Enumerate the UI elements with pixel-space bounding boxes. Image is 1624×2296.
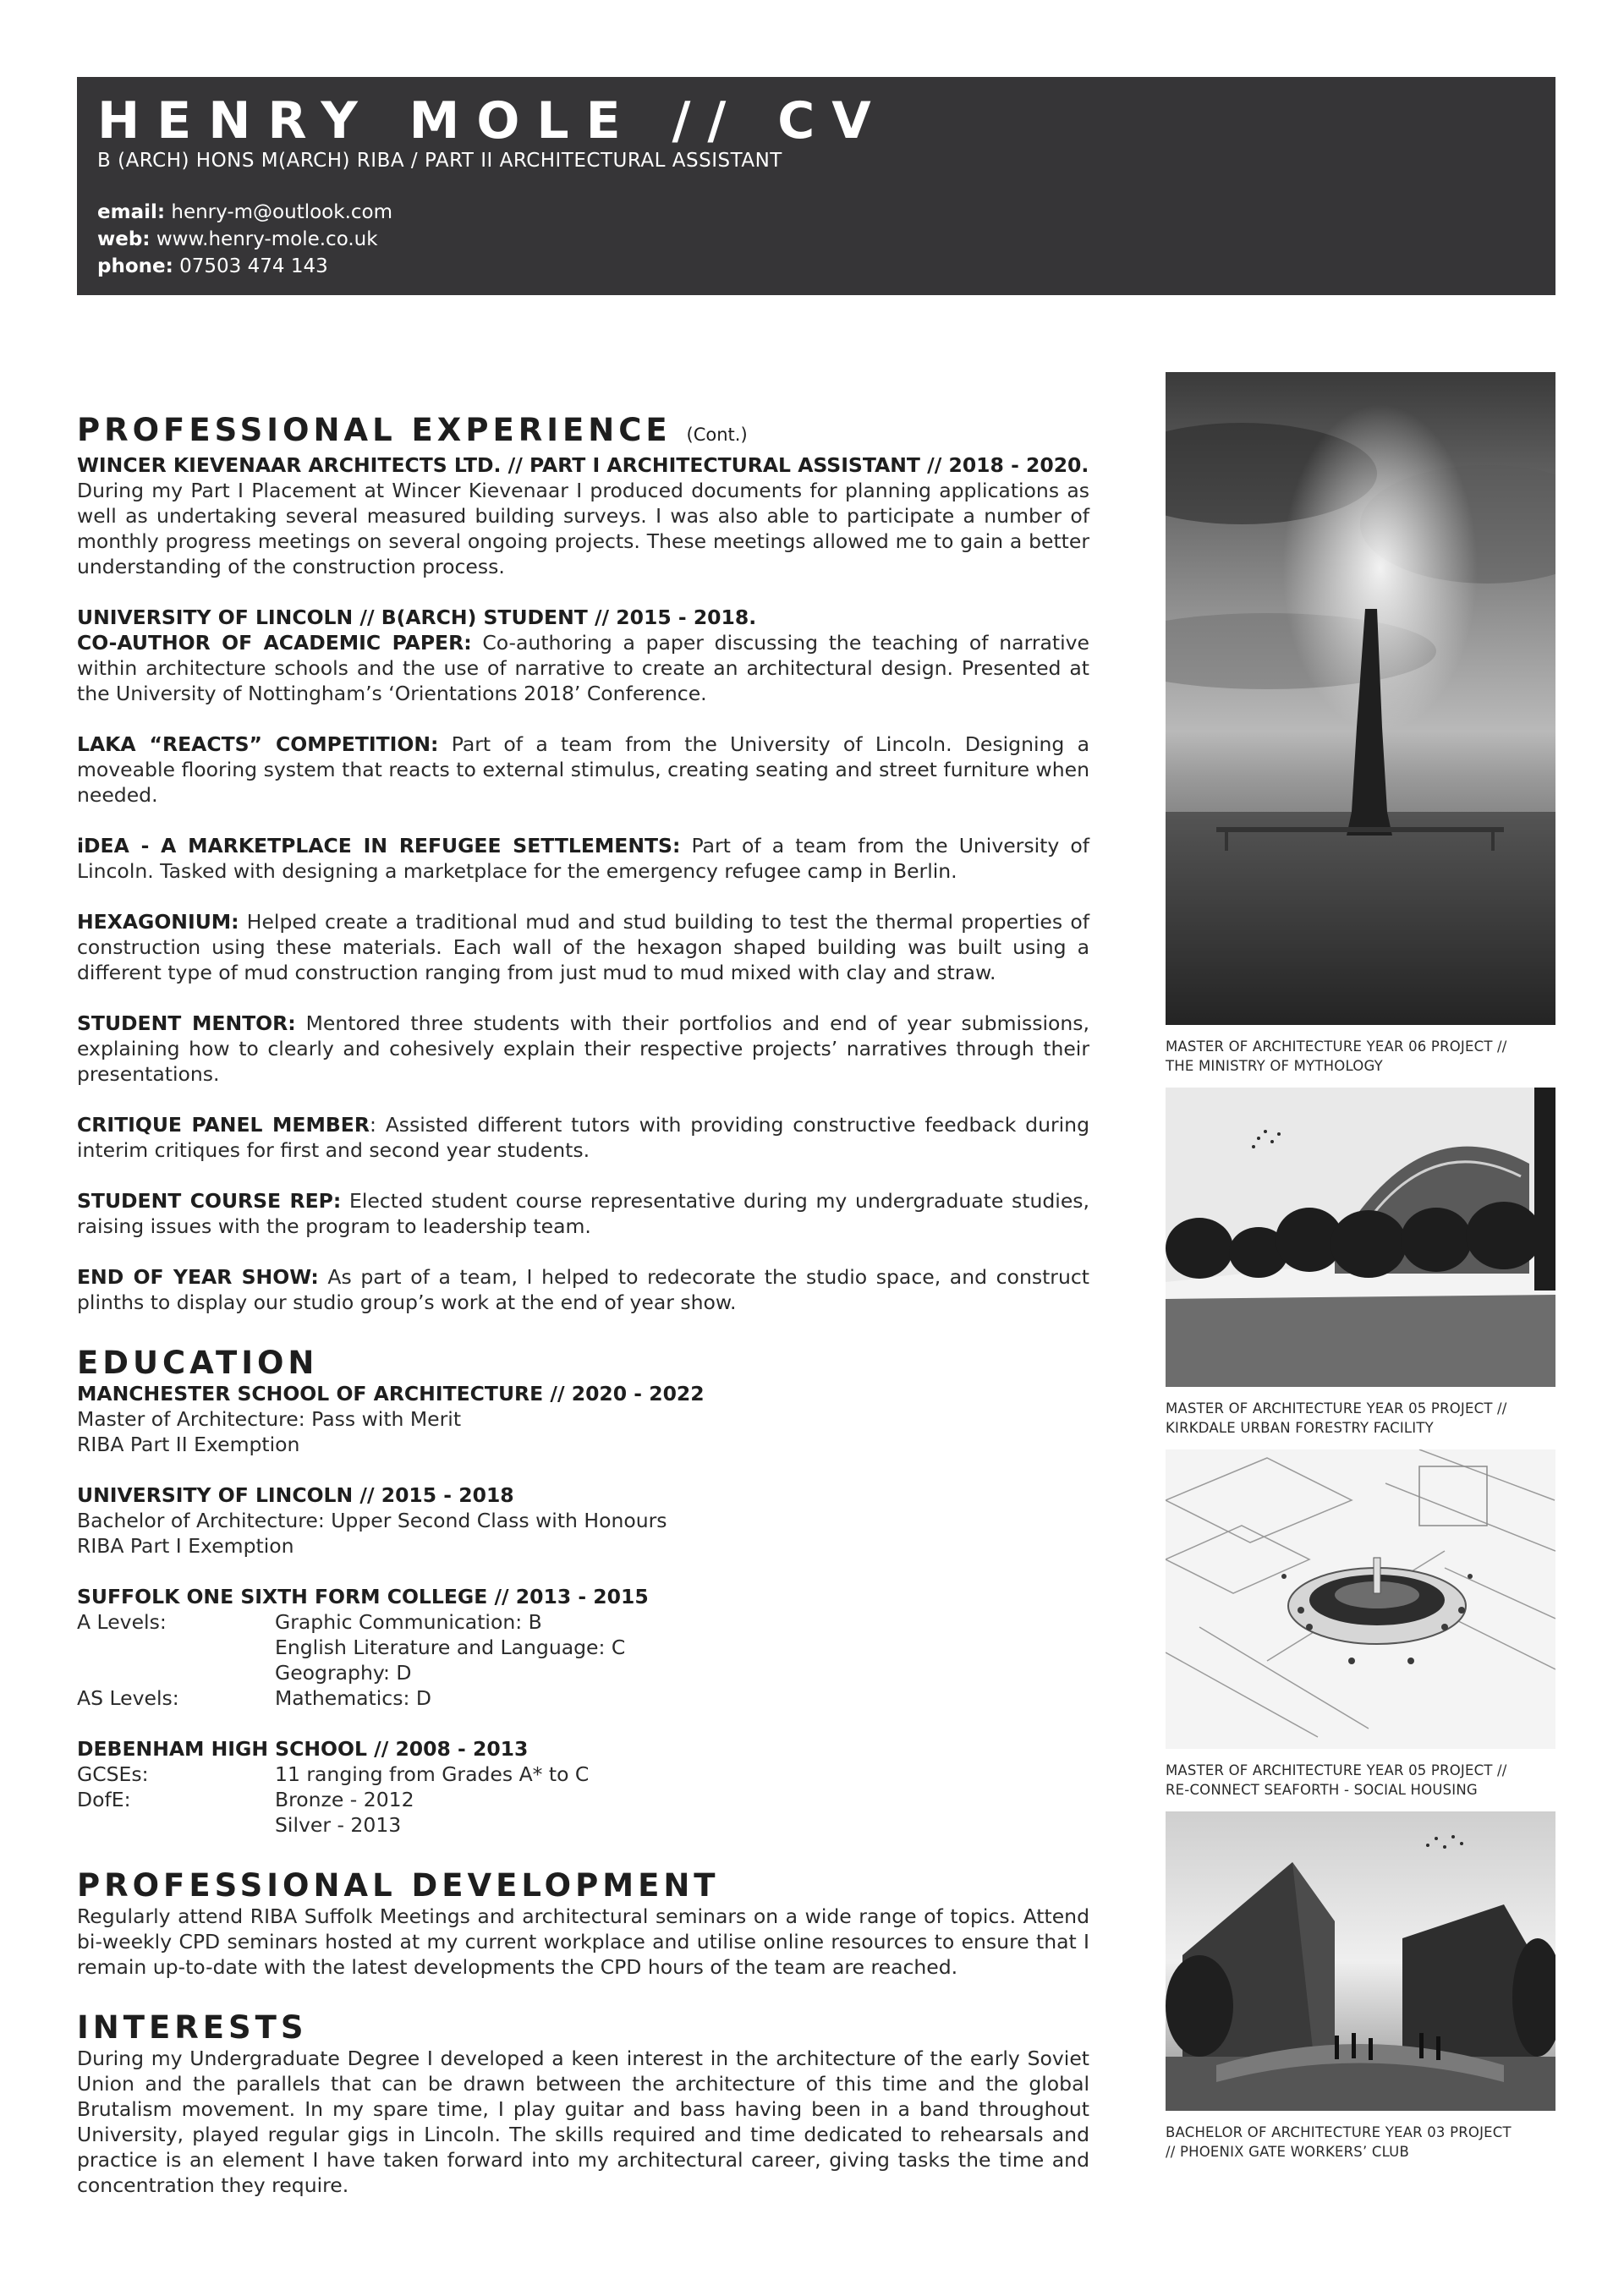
ministry-of-mythology-image <box>1166 372 1555 1025</box>
msa-line: Master of Architecture: Pass with Merit <box>77 1407 462 1431</box>
dofe-value: Bronze - 2012 <box>275 1788 414 1811</box>
figure-caption <box>1166 1761 1555 1800</box>
caption-line: BACHELOR OF ARCHITECTURE YEAR 03 PROJECT <box>1166 2124 1512 2140</box>
item-text: Elected student course representative during my undergraduate studies, raising issues with the program to leadership team. <box>77 1189 1090 1238</box>
experience-item <box>77 833 1089 884</box>
development-body: Regularly attend RIBA Suffolk Meetings and architectural seminars on a wide range of topics. Attend bi-weekly CPD seminars hosted at my current workplace and utilise online resources to ensure that I remain up-to-date with the latest developments the CPD hours of the team are reached. <box>77 1904 1089 1979</box>
experience-item <box>77 732 1089 808</box>
caption-line: MASTER OF ARCHITECTURE YEAR 05 PROJECT // <box>1166 1762 1507 1778</box>
caption-line: THE MINISTRY OF MYTHOLOGY <box>1166 1058 1383 1074</box>
item-label: STUDENT MENTOR: <box>77 1011 296 1035</box>
msa-line: RIBA Part II Exemption <box>77 1433 300 1456</box>
email-line <box>97 199 1535 226</box>
gcse-row <box>77 1762 1089 1787</box>
dofe-value: Silver - 2013 <box>275 1813 402 1837</box>
experience-item <box>77 1112 1089 1163</box>
caption-line: RE-CONNECT SEAFORTH - SOCIAL HOUSING <box>1166 1782 1478 1798</box>
msa-heading: MANCHESTER SCHOOL OF ARCHITECTURE // 2020 - 2022 <box>77 1382 705 1406</box>
main-column <box>77 413 1089 2198</box>
item-text: Part of a team from the University of Lincoln. Designing a moveable flooring system that reacts to external stimulus, creating seating and street furniture when needed. <box>77 732 1089 807</box>
item-label: CRITIQUE PANEL MEMBER <box>77 1113 370 1137</box>
web-line <box>97 226 1535 253</box>
kirkdale-forestry-image <box>1166 1088 1555 1387</box>
portfolio-sidebar <box>1166 372 1555 2162</box>
a-levels-label: A Levels: <box>77 1610 167 1634</box>
figure-caption <box>1166 2123 1555 2162</box>
experience-item <box>77 1264 1089 1315</box>
experience-title-text: PROFESSIONAL EXPERIENCE <box>77 412 672 448</box>
experience-item <box>77 1188 1089 1239</box>
item-text: Helped create a traditional mud and stud building to test the thermal properties of construction using these materials. Each wall of the hexagon shaped building was built using a different type of mud construction ranging from just mud to mud mixed with clay and straw. <box>77 910 1089 984</box>
item-label: END OF YEAR SHOW: <box>77 1265 319 1289</box>
item-text: Co-authoring a paper discussing the teaching of narrative within architecture schools and the use of narrative to create an architectural design. Presented at the University of Nottingham’s ‘Orientations 2018’ Conference. <box>77 631 1089 705</box>
web-link[interactable]: www.henry-mole.co.uk <box>156 228 378 250</box>
item-label: CO-AUTHOR OF ACADEMIC PAPER: <box>77 631 472 655</box>
a-levels-row <box>77 1660 1089 1685</box>
uol-heading: UNIVERSITY OF LINCOLN // 2015 - 2018 <box>77 1483 514 1507</box>
caption-line: // PHOENIX GATE WORKERS’ CLUB <box>1166 2144 1409 2160</box>
gcse-label: GCSEs: <box>77 1762 149 1786</box>
as-levels-label: AS Levels: <box>77 1686 179 1710</box>
caption-line: MASTER OF ARCHITECTURE YEAR 06 PROJECT // <box>1166 1038 1507 1055</box>
caption-line: KIRKDALE URBAN FORESTRY FACILITY <box>1166 1420 1434 1436</box>
experience-item <box>77 630 1089 706</box>
web-label: web: <box>97 228 151 250</box>
as-level-grade: Mathematics: D <box>275 1686 431 1710</box>
a-level-grade: English Literature and Language: C <box>275 1636 626 1659</box>
item-text: Mentored three students with their portfolios and end of year submissions, explaining how to clearly and cohesively explain their respective projects’ narratives through their presentations. <box>77 1011 1089 1086</box>
interests-title: INTERESTS <box>77 2009 308 2046</box>
item-label: iDEA - A MARKETPLACE IN REFUGEE SETTLEMENTS: <box>77 834 681 858</box>
email-label: email: <box>97 201 166 223</box>
phone-label: phone: <box>97 255 173 277</box>
reconnect-seaforth-image <box>1166 1449 1555 1749</box>
experience-item <box>77 1011 1089 1087</box>
gcse-value: 11 ranging from Grades A* to C <box>275 1762 590 1786</box>
phone-number: 07503 474 143 <box>179 255 328 277</box>
education-title: EDUCATION <box>77 1345 319 1381</box>
uol-line: RIBA Part I Exemption <box>77 1534 294 1558</box>
dofe-row <box>77 1812 1089 1838</box>
as-levels-row <box>77 1685 1089 1711</box>
development-title: PROFESSIONAL DEVELOPMENT <box>77 1867 720 1904</box>
a-levels-row <box>77 1635 1089 1660</box>
wincer-heading: WINCER KIEVENAAR ARCHITECTS LTD. // PART I ARCHITECTURAL ASSISTANT // 2018 - 2020. <box>77 453 1089 477</box>
dofe-row <box>77 1787 1089 1812</box>
experience-item <box>77 909 1089 985</box>
phoenix-gate-image <box>1166 1811 1555 2111</box>
phone-line <box>97 253 1535 280</box>
experience-cont: (Cont.) <box>686 425 748 445</box>
item-text: Part of a team from the University of Lincoln. Tasked with designing a marketplace for the emergency refugee camp in Berlin. <box>77 834 1089 883</box>
item-text: As part of a team, I helped to redecorate the studio space, and construct plinths to display our studio group’s work at the end of year show. <box>77 1265 1089 1314</box>
lincoln-heading: UNIVERSITY OF LINCOLN // B(ARCH) STUDENT // 2015 - 2018. <box>77 606 757 629</box>
email-link[interactable]: henry-m@outlook.com <box>171 201 392 223</box>
figure-caption <box>1166 1037 1555 1076</box>
a-level-grade: Geography: D <box>275 1661 412 1685</box>
interests-body: During my Undergraduate Degree I developed a keen interest in the architecture of the early Soviet Union and the parallels that can be drawn between the architecture of this time and the global Brutalism movement. In my spare time, I play guitar and bass having been in a band throughout University, played regular gigs in Lincoln. The skills required and time dedicated to rehearsals and practice is an element I have taken forward into my architectural career, giving tasks the time and concentration they require. <box>77 2047 1089 2197</box>
suffolk-heading: SUFFOLK ONE SIXTH FORM COLLEGE // 2013 - 2015 <box>77 1585 649 1608</box>
dofe-label: DofE: <box>77 1788 131 1811</box>
contact-block <box>97 199 1535 280</box>
figure-caption <box>1166 1399 1555 1438</box>
caption-line: MASTER OF ARCHITECTURE YEAR 05 PROJECT // <box>1166 1400 1507 1417</box>
item-label: HEXAGONIUM: <box>77 910 239 934</box>
a-level-grade: Graphic Communication: B <box>275 1610 542 1634</box>
cv-header <box>77 77 1555 295</box>
cv-name: HENRY MOLE // CV <box>97 91 888 151</box>
experience-title <box>77 413 1089 452</box>
debenham-heading: DEBENHAM HIGH SCHOOL // 2008 - 2013 <box>77 1737 529 1761</box>
wincer-body: During my Part I Placement at Wincer Kievenaar I produced documents for planning applications as well as undertaking several measured building surveys. I was also able to participate a number of monthly progress meetings on several ongoing projects. These meetings allowed me to gain a better understanding of the construction process. <box>77 479 1089 578</box>
uol-line: Bachelor of Architecture: Upper Second Class with Honours <box>77 1509 667 1532</box>
cv-subtitle: B (ARCH) HONS M(ARCH) RIBA / PART II ARCHITECTURAL ASSISTANT <box>97 150 782 172</box>
a-levels-row <box>77 1609 1089 1635</box>
item-text: : Assisted different tutors with providing constructive feedback during interim critiques for first and second year students. <box>77 1113 1089 1162</box>
item-label: STUDENT COURSE REP: <box>77 1189 342 1213</box>
item-label: LAKA “REACTS” COMPETITION: <box>77 732 439 756</box>
